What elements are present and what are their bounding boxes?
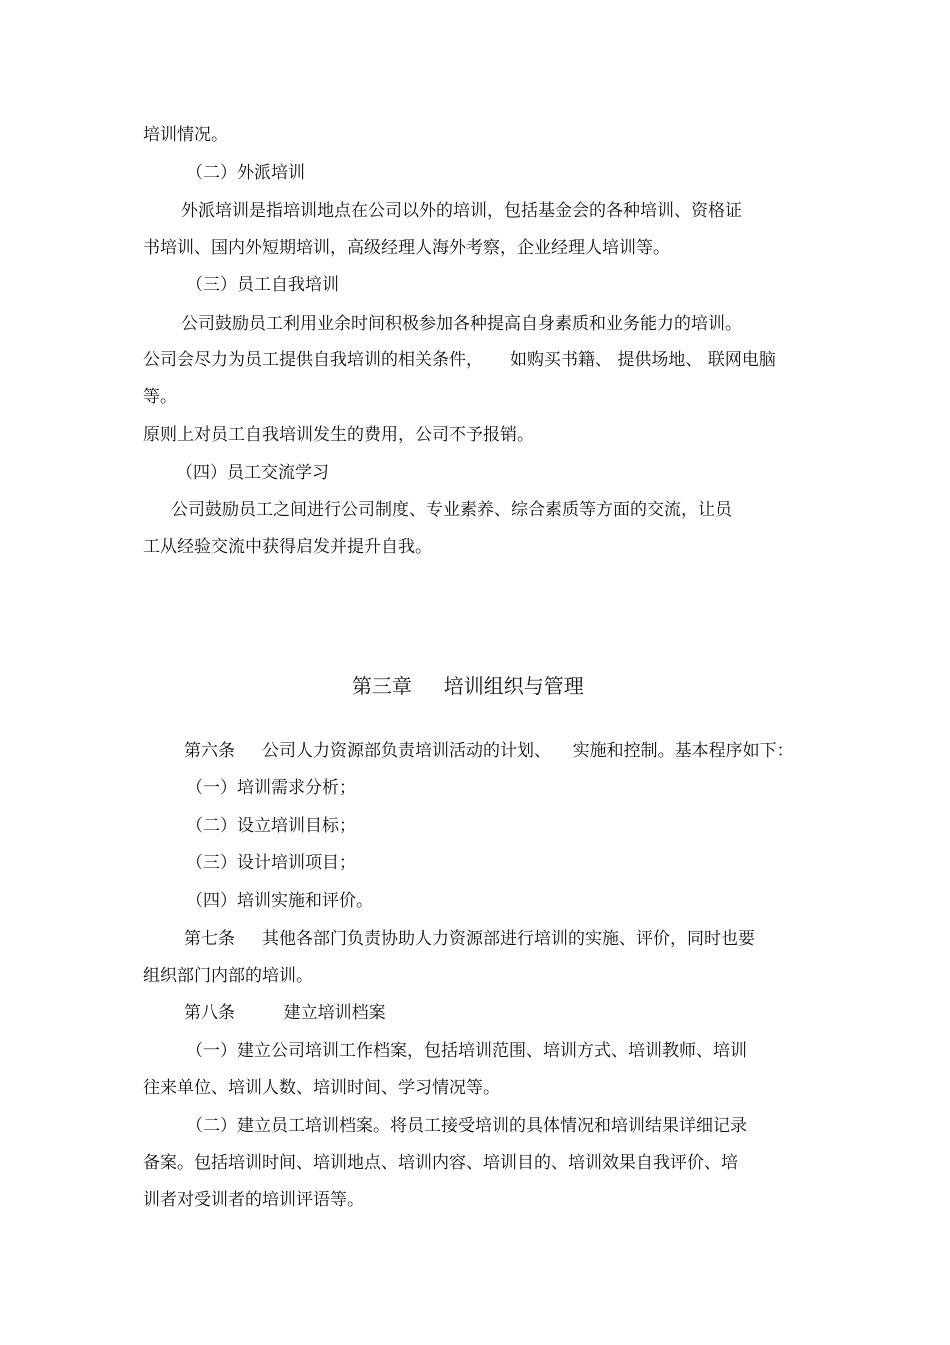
list-item: （四）培训实施和评价。 (186, 891, 373, 911)
paragraph-line: （一）建立公司培训工作档案，包括培训范围、培训方式、培训教师、培训 (186, 1041, 747, 1061)
paragraph-line: 备案。包括培训时间、培训地点、培训内容、培训目的、培训效果自我评价、培 (143, 1153, 738, 1173)
subsection-heading: （三）员工自我培训 (186, 275, 339, 295)
paragraph-line: 训者对受训者的培训评语等。 (143, 1190, 364, 1210)
subsection-heading: （四）员工交流学习 (176, 463, 329, 483)
paragraph-line: 往来单位、培训人数、培训时间、学习情况等。 (143, 1078, 500, 1098)
article-line: 第六条 公司人力资源部负责培训活动的计划、 实施和控制。基本程序如下： (184, 741, 794, 761)
paragraph-line: 培训情况。 (143, 125, 228, 145)
paragraph-line: 原则上对员工自我培训发生的费用，公司不予报销。 (143, 425, 534, 445)
paragraph-line: 组织部门内部的培训。 (143, 966, 313, 986)
paragraph-line: 书培训、国内外短期培训，高级经理人海外考察，企业经理人培训等。 (143, 238, 670, 258)
paragraph-line: 公司会尽力为员工提供自我培训的相关条件， 如购买书籍、 提供场地、 联网电脑 (143, 350, 776, 370)
article-line: 第八条 建立培训档案 (184, 1003, 386, 1023)
list-item: （二）设立培训目标； (186, 816, 356, 836)
list-item: （三）设计培训项目； (186, 853, 356, 873)
subsection-heading: （二）外派培训 (186, 163, 305, 183)
paragraph-line: 外派培训是指培训地点在公司以外的培训，包括基金会的各种培训、资格证 (181, 201, 742, 221)
paragraph-line: 等。 (143, 387, 177, 407)
paragraph-line: 工从经验交流中获得启发并提升自我。 (143, 537, 432, 557)
paragraph-line: 公司鼓励员工之间进行公司制度、专业素养、综合素质等方面的交流，让员 (171, 500, 732, 520)
paragraph-line: 公司鼓励员工利用业余时间积极参加各种提高自身素质和业务能力的培训。 (181, 314, 742, 334)
chapter-title: 第三章 培训组织与管理 (352, 674, 584, 698)
list-item: （一）培训需求分析； (186, 778, 356, 798)
paragraph-line: （二）建立员工培训档案。将员工接受培训的具体情况和培训结果详细记录 (186, 1116, 747, 1136)
article-line: 第七条 其他各部门负责协助人力资源部进行培训的实施、评价，同时也要 (184, 929, 756, 949)
